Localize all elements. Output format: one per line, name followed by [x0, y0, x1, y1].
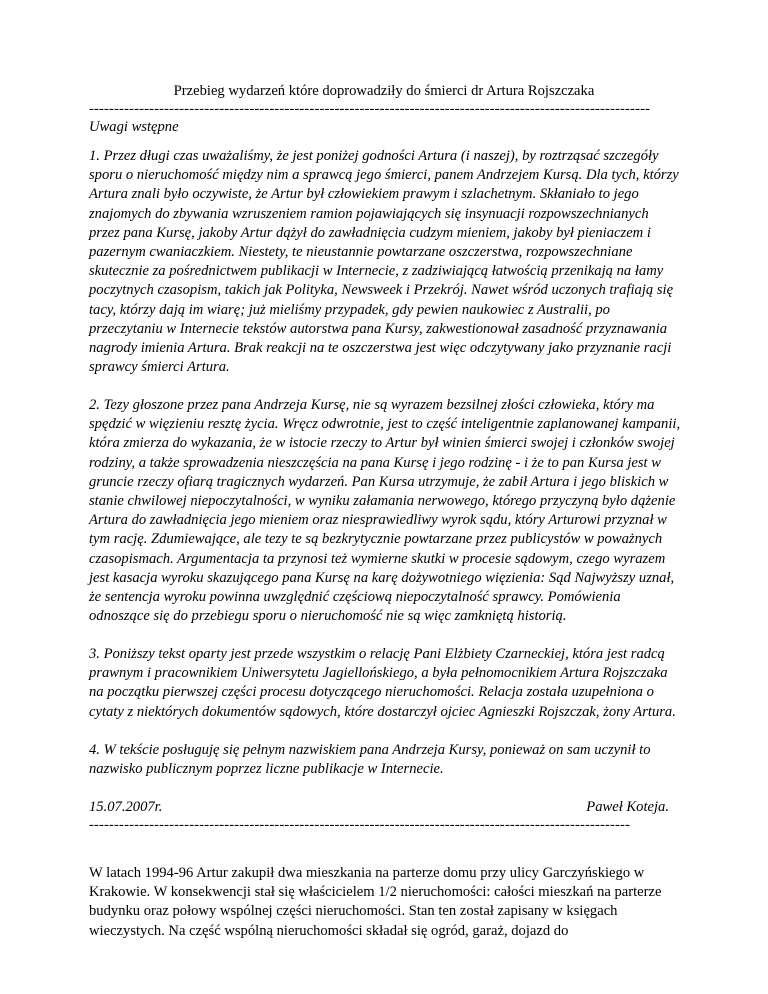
separator-top: ---------------------------------------------------------------------------------------------------------------- — [89, 101, 651, 117]
signature-date: 15.07.2007r. — [89, 799, 163, 815]
signature-author: Paweł Koteja. — [586, 799, 669, 815]
intro-paragraph-4: 4. W tekście posługuję się pełnym nazwiskiem pana Andrzeja Kursy, ponieważ on sam uczynił to nazwisko publicznym poprzez liczne publikacje w Internecie. — [89, 742, 651, 778]
separator-bottom: ------------------------------------------------------------------------------------------------------------ — [89, 817, 631, 833]
body-paragraph: W latach 1994-96 Artur zakupił dwa mieszkania na parterze domu przy ulicy Garczyńskiego w Krakowie. W konsekwencji stał się właścicielem 1/2 nieruchomości: całości mieszkań na parterze budynku oraz połowy wspólnej części nieruchomości. Stan ten został zapisany w księgach wieczystych. Na część wspólną nieruchomości składał się ogród, garaż, dojazd do — [89, 865, 662, 939]
intro-paragraph-2: 2. Tezy głoszone przez pana Andrzeja Kursę, nie są wyrazem bezsilnej złości człowieka, który ma spędzić w więzieniu resztę życia. Wręcz odwrotnie, jest to część inteligentnie zaplanowanej kampanii, która zmierza do wykazania, że w istocie rzeczy to Artur był winien śmierci swojej i członków swojej rodziny, a także sprowadzenia nieszczęścia na pana Kursę i jego rodzinę - i że to pan Kursa jest w gruncie rzeczy ofiarą tragicznych wydarzeń. Pan Kursa utrzymuje, że zabił Artura i jego bliskich w stanie chwilowej niepoczytalności, w wyniku załamania nerwowego, którego przyczyną było dążenie Artura do zawładnięcia jego mieniem oraz niesprawiedliwy wyrok sądu, który Arturowi przyznał w tym rację. Zdumiewające, ale tezy te są bezkrytycznie powtarzane przez publicystów w poważnych czasopismach. Argumentacja ta przynosi też wymierne skutki w procesie sądowym, czego wyrazem jest kasacja wyroku skazującego pana Kursę na karę dożywotniego więzienia: Sąd Najwyższy uznał, że sentencja wyroku powinna uwzględnić częściową niepoczytalność sprawcy. Pomówienia odnoszące się do przebiegu sporu o nieruchomość nie są więc zamkniętą historią. — [89, 397, 681, 625]
intro-paragraph-3: 3. Poniższy tekst oparty jest przede wszystkim o relację Pani Elżbiety Czarneckiej, która jest radcą prawnym i pracownikiem Uniwersytetu Jagiellońskiego, a była pełnomocnikiem Artura Rojszczaka na początku pierwszej części procesu dotyczącego nieruchomości. Relacja została uzupełniona o cytaty z niektórych dokumentów sądowych, które dostarczył ojciec Agnieszki Rojszczak, żony Artura. — [89, 646, 676, 720]
document-title: Przebieg wydarzeń które doprowadziły do śmierci dr Artura Rojszczaka — [173, 83, 595, 99]
intro-paragraph-1: 1. Przez długi czas uważaliśmy, że jest poniżej godności Artura (i naszej), by roztrząsać szczegóły sporu o nieruchomość między nim a sprawcą jego śmierci, panem Andrzejem Kursą. Dla tych, którzy Artura znali było oczywiste, że Artur był człowiekiem prawym i szlachetnym. Skłaniało to jego znajomych do zbywania wzruszeniem ramion pojawiających się insynuacji rozpowszechnianych przez pana Kursę, jakoby Artur dążył do zawładnięcia cudzym mieniem, jakoby był pieniaczem i pazernym cwaniaczkiem. Niestety, te nieustannie powtarzane oszczerstwa, rozpowszechniane skutecznie za pośrednictwem publikacji w Internecie, z zadziwiającą łatwością przenikają na łamy poczytnych czasopism, takich jak Polityka, Newsweek i Przekrój. Nawet wśród uczonych trafiają się tacy, którzy dają im wiarę; już mieliśmy przypadek, gdy pewien naukowiec z Australii, po przeczytaniu w Internecie tekstów autorstwa pana Kursy, zakwestionował zasadność przyznawania nagrody imienia Artura. Brak reakcji na te oszczerstwa jest więc odczytywany jako przyznanie racji sprawcy śmierci Artura. — [89, 148, 679, 376]
intro-heading: Uwagi wstępne — [89, 119, 179, 135]
